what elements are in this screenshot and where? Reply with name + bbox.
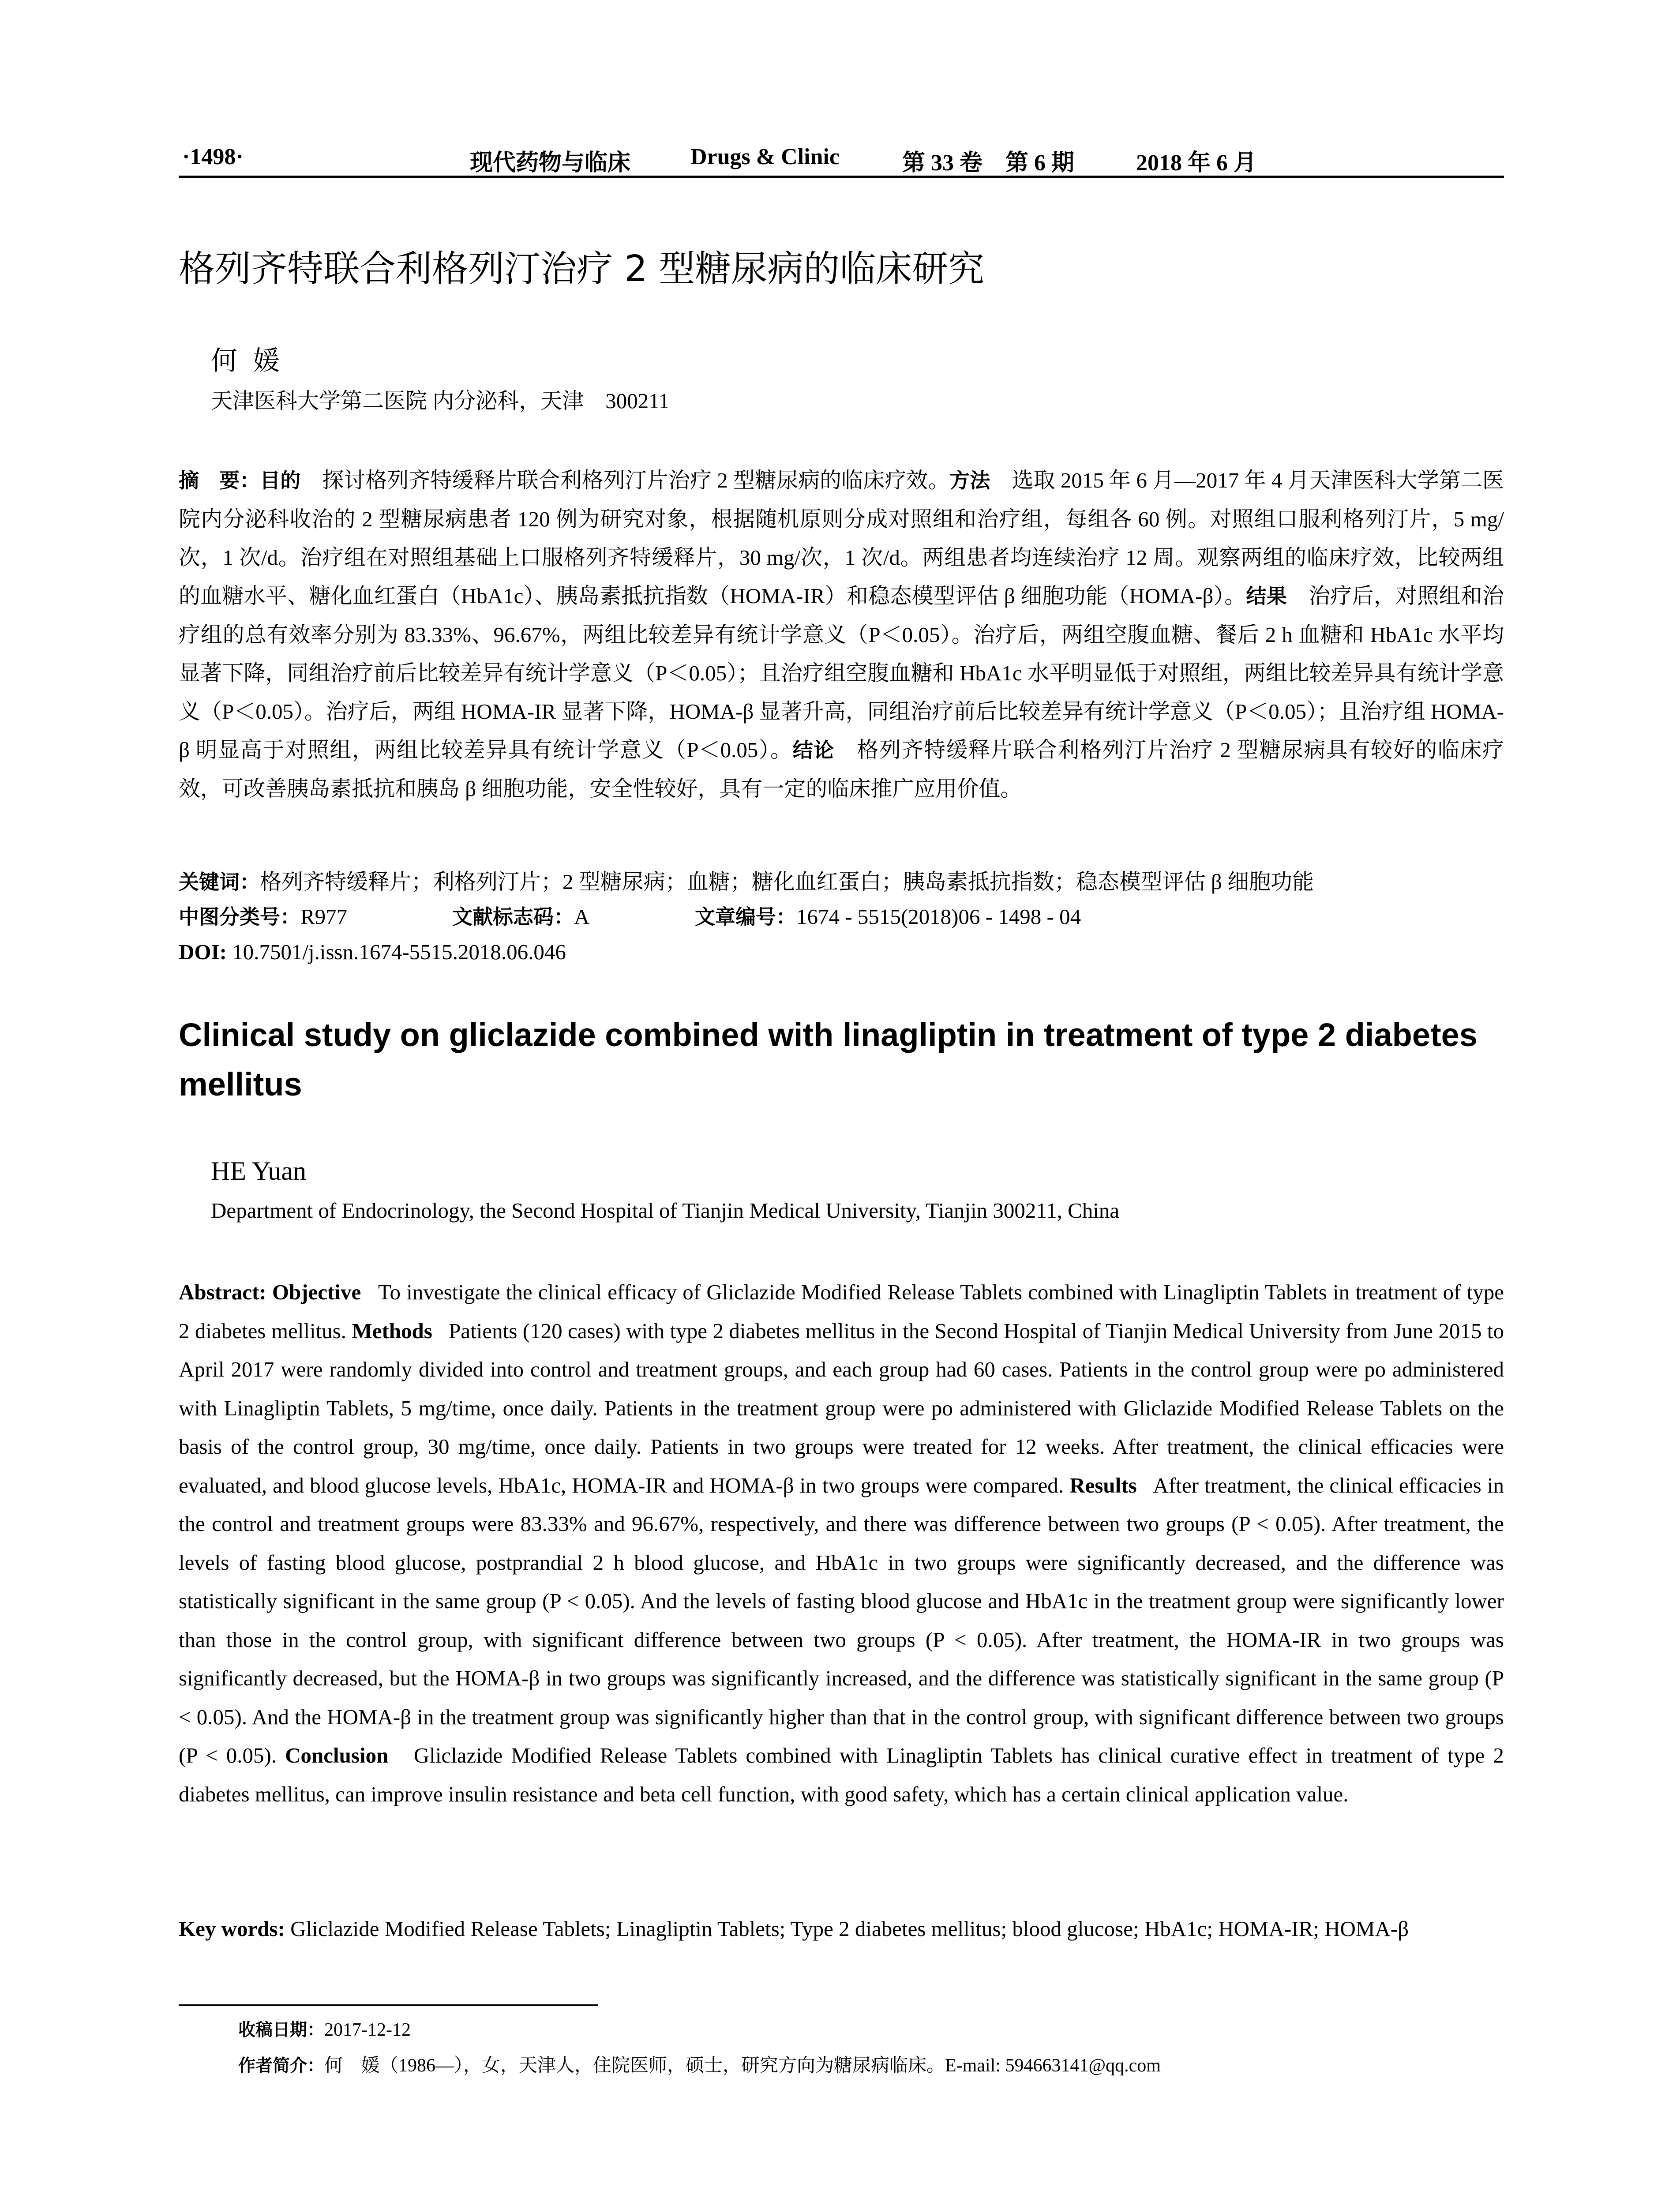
article-title-en: Clinical study on gliclazide combined with linagliptin in treatment of type 2 diabetes mellitus (179, 1017, 1478, 1103)
doc-code-value: A (574, 904, 590, 929)
article-title-cn: 格列齐特联合利格列汀治疗 2 型糖尿病的临床研究 (179, 248, 985, 290)
results-label-en: Results (1069, 1473, 1137, 1497)
doc-code-item (452, 901, 589, 930)
received-date: 2017-12-12 (324, 2020, 411, 2040)
keywords-label-en: Key words: (179, 1917, 285, 1941)
objective-text-en: To investigate the clinical efficacy of Gliclazide Modified Release Tablets combined with Linagliptin Tablets in treatment of type 2 diabetes mellitus. (179, 1280, 1504, 1343)
affiliation-en: Department of Endocrinology, the Second Hospital of Tianjin Medical University, Tianjin 300211, China (211, 1198, 1120, 1223)
doi-line (179, 939, 566, 964)
conclusion-text-cn: 格列齐特缓释片联合利格列汀片治疗 2 型糖尿病具有较好的临床疗效，可改善胰岛素抵抗和胰岛 β 细胞功能，安全性较好，具有一定的临床推广应用价值。 (179, 738, 1504, 801)
abstract-en (179, 1273, 1504, 1813)
doc-code-label: 文献标志码： (452, 905, 574, 929)
keywords-text-cn: 格列齐特缓释片；利格列汀片；2 型糖尿病；血糖；糖化血红蛋白；胰岛素抵抗指数；稳态模型评估 β 细胞功能 (260, 870, 1314, 894)
author-bio-label: 作者简介： (238, 2056, 325, 2076)
results-text-en: After treatment, the clinical efficacies in the control and treatment groups were 83.33% and 96.67%, respectively, and there was difference between two groups (P < 0.05). After treatment, the levels of fasting blood glucose, postprandial 2 h blood glucose, and HbA1c in two groups were significantly decreased, and the difference was statistically significant in the same group (P < 0.05). And the levels of fasting blood glucose and HbA1c in the treatment group were significantly lower than those in the control group, with significant difference between two groups (P < 0.05). After treatment, the HOMA-IR in two groups was significantly decreased, but the HOMA-β in two groups was significantly increased, and the difference was statistically significant in the same group (P < 0.05). And the HOMA-β in the treatment group was significantly higher than that in the control group, with significant difference between two groups (P < 0.05). (179, 1473, 1504, 1767)
page-number: ·1498· (182, 144, 244, 169)
objective-label-cn: 目的 (260, 469, 301, 492)
abstract-label-en: Abstract: (179, 1280, 266, 1304)
article-no-label: 文章编号： (695, 905, 796, 929)
article-no-value: 1674 - 5515(2018)06 - 1498 - 04 (796, 904, 1081, 929)
affiliation-cn: 天津医科大学第二医院 内分泌科，天津 300211 (211, 389, 670, 413)
issue-date: 2018 年 6 月 (1136, 150, 1257, 176)
conclusion-text-en: Gliclazide Modified Release Tablets combined with Linagliptin Tablets has clinical curative effect in treatment of type 2 diabetes mellitus, can improve insulin resistance and beta cell function, with good safety, which has a certain clinical application value. (179, 1743, 1504, 1806)
results-text-cn: 治疗后，对照组和治疗组的总有效率分别为 83.33%、96.67%，两组比较差异有统计学意义（P＜0.05）。治疗后，两组空腹血糖、餐后 2 h 血糖和 HbA1c 水平均显著下降，同组治疗前后比较差异有统计学意义（P＜0.05）；且治疗组空腹血糖和 HbA1c 水平明显低于对照组，两组比较差异具有统计学意义（P＜0.05）。治疗后，两组 HOMA-IR 显著下降，HOMA-β 显著升高，同组治疗前后比较差异有统计学意义（P＜0.05）；且治疗组 HOMA-β 明显高于对照组，两组比较差异具有统计学意义（P＜0.05）。 (179, 584, 1504, 762)
author-bio-text: 何 媛（1986—），女，天津人，住院医师，硕士，研究方向为糖尿病临床。E-mail: 594663141@qq.com (324, 2056, 1161, 2076)
journal-name-cn: 现代药物与临床 (470, 150, 631, 176)
methods-label-en: Methods (352, 1318, 432, 1343)
methods-label-cn: 方法 (949, 469, 990, 492)
clc-item (179, 901, 347, 930)
keywords-en (179, 1910, 1504, 1948)
conclusion-label-en: Conclusion (285, 1743, 389, 1767)
clc-value: R977 (300, 904, 348, 929)
doi-label: DOI: (179, 940, 227, 964)
abstract-cn (179, 461, 1504, 808)
keywords-label-cn: 关键词： (179, 870, 260, 894)
doi-value: 10.7501/j.issn.1674-5515.2018.06.046 (232, 940, 566, 964)
conclusion-label-cn: 结论 (792, 738, 835, 762)
methods-text-cn: 选取 2015 年 6 月—2017 年 4 月天津医科大学第二医院内分泌科收治的 2 型糖尿病患者 120 例为研究对象，根据随机原则分成对照组和治疗组，每组各 60 例。对照组口服利格列汀片，5 mg/次，1 次/d。治疗组在对照组基础上口服格列齐特缓释片，30 mg/次，1 次/d。两组患者均连续治疗 12 周。观察两组的临床疗效，比较两组的血糖水平、糖化血红蛋白（HbA1c）、胰岛素抵抗指数（HOMA-IR）和稳态模型评估 β 细胞功能（HOMA-β）。 (179, 468, 1504, 608)
clc-label: 中图分类号： (179, 905, 300, 929)
keywords-text-en: Gliclazide Modified Release Tablets; Linagliptin Tablets; Type 2 diabetes mellitus; blood glucose; HbA1c; HOMA-IR; HOMA-β (290, 1917, 1409, 1941)
footnote-author-bio (238, 2051, 1161, 2077)
volume-issue: 第 33 卷 第 6 期 (902, 150, 1075, 176)
running-header (179, 141, 1504, 178)
results-label-cn: 结果 (1246, 584, 1287, 608)
abstract-label-cn: 摘 要： (179, 469, 260, 492)
keywords-cn (179, 863, 1504, 901)
article-no-item (695, 901, 1081, 930)
objective-label-en: Objective (272, 1280, 361, 1304)
objective-text-cn: 探讨格列齐特缓释片联合利格列汀片治疗 2 型糖尿病的临床疗效。 (322, 468, 950, 492)
author-name-cn: 何媛 (211, 346, 296, 375)
author-name-en: HE Yuan (211, 1156, 307, 1186)
footnote-received (238, 2016, 411, 2041)
methods-text-en: Patients (120 cases) with type 2 diabetes mellitus in the Second Hospital of Tianjin Medical University from June 2015 to April 2017 were randomly divided into control and treatment groups, and each group had 60 cases. Patients in the control group were po administered with Linagliptin Tablets, 5 mg/time, once daily. Patients in the treatment group were po administered with Gliclazide Modified Release Tablets on the basis of the control group, 30 mg/time, once daily. Patients in two groups were treated for 12 weeks. After treatment, the clinical efficacies were evaluated, and blood glucose levels, HbA1c, HOMA-IR and HOMA-β in two groups were compared. (179, 1318, 1504, 1497)
received-label: 收稿日期： (238, 2020, 325, 2040)
footnote-divider (179, 2004, 598, 2006)
journal-name-en: Drugs & Clinic (690, 144, 840, 169)
